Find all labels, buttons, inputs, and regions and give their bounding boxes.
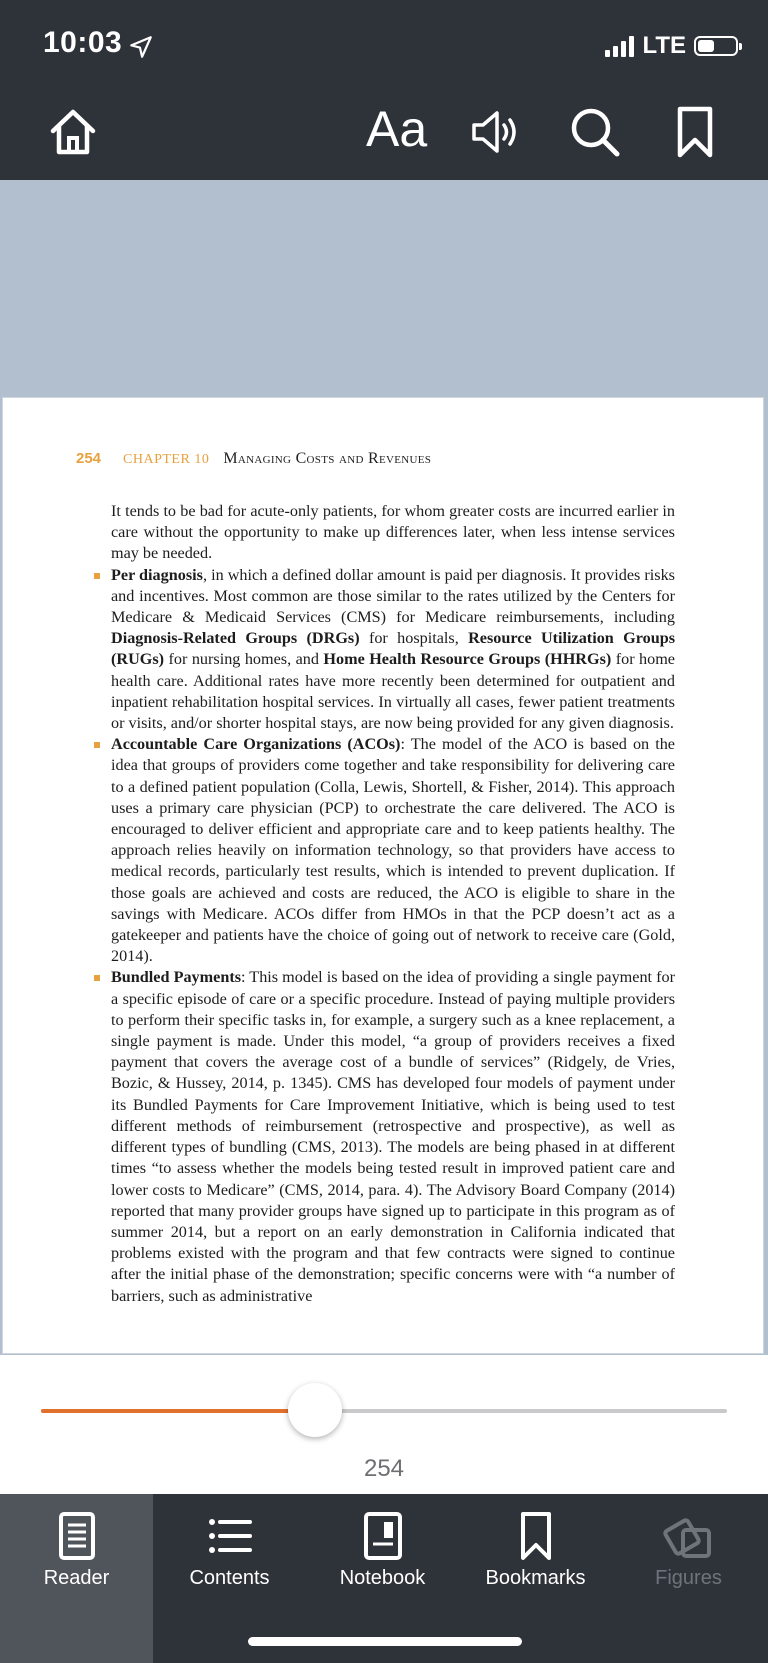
intro-paragraph: It tends to be bad for acute-only patients, for whom greater costs are incurred earlier in care without the opportunity to make up differences later, when less intense services may be needed. <box>111 502 675 563</box>
tab-label: Bookmarks <box>485 1567 586 1589</box>
slider-progress <box>41 1409 315 1413</box>
font-size-button[interactable]: Aa <box>366 101 428 157</box>
bottom-tab-bar <box>0 1494 768 1663</box>
top-toolbar <box>0 0 768 180</box>
tab-reader[interactable] <box>0 1494 153 1663</box>
list-item: Accountable Care Organizations (ACOs): The model of the ACO is based on the idea that groups of providers come together and take responsibility for delivering care to a defined patient population (Colla, Lewis, Shortell, & Fisher, 2014). This approach uses a primary care physician (PCP) to orchestrate the care delivered. The ACO is encouraged to deliver efficient and appropriate care and to keep patients healthy. The approach relies heavily on information technology, so that providers have access to medical records, particularly test results, which is intended to prevent duplication. If those goals are achieved and costs are reduced, the ACO is eligible to share in the savings with Medicare. ACOs differ from HMOs in that the PCP doesn’t act as a gatekeeper and patients have the choice of going out of network to receive care (Gold, 2014). <box>111 734 675 967</box>
tab-label: Contents <box>189 1567 270 1589</box>
speaker-icon[interactable] <box>468 104 524 160</box>
battery-icon <box>694 36 738 56</box>
bookmark-icon[interactable] <box>667 104 723 160</box>
figures-icon <box>663 1510 715 1562</box>
page-slider[interactable] <box>41 1409 727 1413</box>
slider-thumb[interactable] <box>288 1383 342 1437</box>
chapter-label: CHAPTER 10 <box>123 452 210 467</box>
status-indicators <box>605 32 738 60</box>
location-arrow-icon <box>128 34 154 60</box>
chapter-title: Managing Costs and Revenues <box>223 450 432 467</box>
bookmarks-icon <box>510 1510 562 1562</box>
search-icon[interactable] <box>567 104 623 160</box>
contents-list-icon <box>204 1510 256 1562</box>
list-item: Bundled Payments: This model is based on the idea of providing a single payment for a specific episode of care or a specific procedure. Instead of paying multiple providers to perform their specific tasks in, for example, a surgery such as a knee replacement, a single payment is made. Under this model, “a group of providers receives a fixed payment that covers the average cost of a bundle of services” (Ridgely, de Vries, Bozic, & Hussey, 2014, p. 1345). CMS has developed four models of payment under its Bundled Payments for Care Improvement Initiative, which is being used to test different methods of reimbursement (retrospective and prospective), as well as different types of bundling (CMS, 2013). The models are being phased in at different times “to assess whether the models being tested result in improved patient care and lower costs to Medicare” (CMS, 2014, para. 4). The Advisory Board Company (2014) reported that many provider groups have signed up to participate in this program as of summer 2014, but a report on an early demonstration in California indicated that problems existed with the program and that few contracts were signed to continue after the initial phase of the demonstration; specific concerns were with “a number of barriers, such as administrative <box>111 967 675 1306</box>
tab-figures[interactable] <box>612 1494 765 1663</box>
home-indicator <box>248 1637 522 1646</box>
page-indicator: 254 <box>363 1455 405 1482</box>
home-icon[interactable] <box>45 104 101 160</box>
list-item: Per diagnosis, in which a defined dollar amount is paid per diagnosis. It provides risks and incentives. Most common are those similar to the rates utilized by the Centers for Medicare & Medicaid Services (CMS) for Medicare reimbursements, including Diagnosis-Related Groups (DRGs) for hospitals, Resource Utilization Groups (RUGs) for nursing homes, and Home Health Resource Groups (HHRGs) for home health care. Additional rates have more recently been determined for outpatient and inpatient rehabilitation hospital services. In virtually all cases, fewer patient treatments or visits, and/or shorter hospital stays, are now being provided for any given diagnosis. <box>111 565 675 735</box>
running-header <box>76 450 431 468</box>
tab-label: Notebook <box>339 1567 426 1589</box>
tab-label: Figures <box>655 1567 722 1589</box>
notebook-icon <box>357 1510 409 1562</box>
signal-icon <box>605 35 634 57</box>
status-time: 10:03 <box>43 26 123 59</box>
page-body <box>111 501 675 1307</box>
tab-label: Reader <box>43 1567 110 1589</box>
book-page[interactable] <box>2 397 764 1354</box>
page-number: 254 <box>76 450 102 467</box>
reader-icon <box>51 1510 103 1562</box>
network-label: LTE <box>642 32 686 59</box>
